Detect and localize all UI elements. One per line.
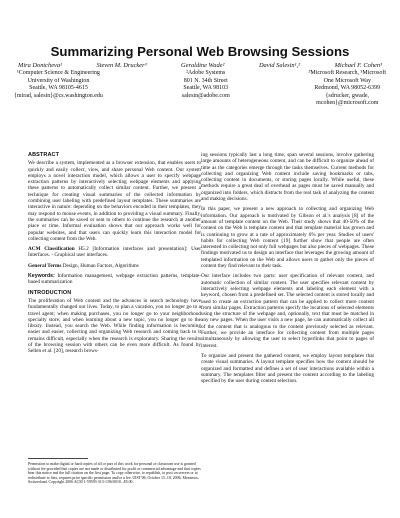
copyright-footnote: Permission to make digital or hard copies of all or part of this work for personal or classroom use is granted without fee provided that copies are not made or distributed for profit or commercial advantage and that copies bear this notice and the full citation on the first page. To copy otherwise, to republish, to post on servers or to redistribute to lists, requires prior specific permission and/or a fee. UIST'06, October 15–18, 2006, Montreux, Switzerland. Copyright 2006 ACM 1-59593-313-1/06/0010...$5.00. — [28, 462, 201, 485]
affiliation-line: ²Adobe Systems — [186, 70, 226, 76]
affiliation-line: salesin@adobe.com — [181, 92, 230, 99]
affiliation-line: {mirad, salesin}@cs.washington.edu — [14, 92, 103, 99]
acm-label: ACM Classification — [28, 246, 75, 253]
affiliation-list — [14, 70, 386, 108]
acm-text: H5.2 [Information interfaces and presentation]: User Interfaces. - Graphical user interfaces. — [28, 246, 202, 259]
paper-title: Summarizing Personal Web Browsing Sessions — [50, 44, 350, 59]
affiliation-line: University of Washington — [27, 77, 90, 84]
body-paragraph: In this paper, we present a new approach to collecting and organizing Web information. Our approach is motivated by Gibson et al.'s analysis [8] of the amount of template content on the Web. Their study shows that 40-50% of the content on the Web is template content and that template material has grown and is continuing to grow at a rate of approximately 6% per year. Studies of users' habits for collecting Web content [19] further show that people are often interested in collecting not only full webpages but also pieces of webpages. These findings motivated us to design an interface that leverages the growing amount of templated information on the Web and allows users to gather only the pieces of content they find relevant to their task. — [201, 206, 374, 270]
affiliation-line: Seattle, WA 98103 — [183, 85, 229, 91]
affiliation — [309, 70, 386, 108]
body-paragraph: ing sessions typically last a long time, span several sessions, involve gathering large amounts of heterogeneous content, and can be difficult to organize ahead of time as the categories emerge through the tasks themselves. Current methods for collecting and organizing Web content include saving bookmarks or tabs, collecting content in documents, or storing pages locally. While useful, these methods require a great deal of overhead as pages must be saved manually and organized into folders, which distracts from the real task of analyzing the content and making decisions. — [201, 152, 374, 203]
keywords-text: Information management, webpage extraction patterns, template-based summarization — [28, 273, 201, 286]
terms-text: Design, Human Factors, Algorithms — [62, 262, 139, 269]
affiliation-line: Redmond, WA 98052-6399 — [314, 85, 381, 91]
author: Mira Dontcheva¹ — [18, 62, 62, 69]
footnote-rule — [28, 458, 88, 459]
affiliation-line: ¹Computer Science & Engineering — [16, 70, 100, 76]
affiliation — [14, 70, 103, 108]
abstract-heading: ABSTRACT — [28, 152, 60, 158]
author: Michael F. Cohen³ — [334, 62, 382, 69]
general-terms — [28, 263, 201, 269]
body-paragraph: To organize and present the gathered content, we employ layout templates that create visual summaries. A layout template specifies how the content should be organized and formatted and defines a set of user interactions available within a summary. The templates filter and present the content according to the labeling specified by the user during content selection. — [201, 352, 374, 385]
keywords-label: Keywords: — [28, 273, 55, 280]
affiliation-line: 801 N. 34th Street — [183, 77, 228, 84]
right-column — [201, 152, 374, 388]
introduction-text: The proliferation of Web content and the advances in search technology have fundamentally changed our lives. Today, to plan a vacation, you no longer go to a travel agent; when making purchases, you no longer go to your neighborhood specialty store; and when learning about a new topic, you no longer go to the library. Instead, you search the Web. While finding information is becoming easier and easier, collecting and organizing Web research and coming back to it remains difficult, especially when the research is exploratory. Sharing the results of the browsing session with others can be even more difficult. As found by Sellen et al. [20], research brows- — [28, 297, 201, 355]
abstract-text: We describe a system, implemented as a browser extension, that enables users to quickly and easily collect, view, and share personal Web content. Our system employs a novel interaction model, which allows a user to specify webpage extraction patterns by interactively selecting webpage elements and applying these patterns to automatically collect similar content. Further, we present a technique for creating visual summaries of the collected information by combining user labeling with predefined layout templates. These summaries are interactive in nature: depending on the behaviors encoded in their templates, they may respond to mouse events, in addition to providing a visual summary. Finally, the summaries can be saved or sent to others to continue the research at another place or time. Informal evaluation shows that our approach works well for popular websites, and that users can quickly learn this interaction model for collecting content from the Web. — [28, 160, 201, 242]
affiliation-line: Seattle, WA 98105-4615 — [29, 85, 88, 91]
acm-classification — [28, 246, 201, 259]
introduction-heading: INTRODUCTION — [28, 289, 72, 296]
author: Geraldine Wade² — [181, 62, 225, 69]
author-list — [18, 62, 382, 69]
left-column — [28, 152, 201, 359]
author: Steven M. Drucker³ — [96, 62, 147, 69]
body-paragraph: Our interface includes two parts: user specification of relevant content, and automatic collection of similar content. The user specifies relevant content by interactively selecting webpage elements and labeling each element with a keyword, chosen from a predefined set. The selected content is stored locally and used to create an extraction pattern that can be applied to collect more content from similar pages. Extraction patterns specify the locations of selected elements using the structure of the webpage and, optionally, text that must be matched in any new pages. When the user visits a new page, he can automatically collect all of the content that is analogous to the content previously selected as relevant. Further, we provide an interface for collecting content from multiple pages simultaneously by allowing the user to select hyperlinks that point to pages of interest. — [201, 273, 374, 349]
author: David Salesin¹,² — [258, 62, 301, 69]
keywords — [28, 273, 201, 286]
terms-label: General Terms — [28, 262, 62, 269]
affiliation-line: One Microsoft Way — [323, 77, 371, 84]
affiliation-line: mcohen}@microsoft.com — [316, 100, 379, 106]
affiliation-line: {sdrucker, gwade, — [325, 92, 370, 99]
affiliation-line: ³Microsoft Research, ³Microsoft — [308, 70, 386, 76]
affiliation — [182, 70, 230, 108]
